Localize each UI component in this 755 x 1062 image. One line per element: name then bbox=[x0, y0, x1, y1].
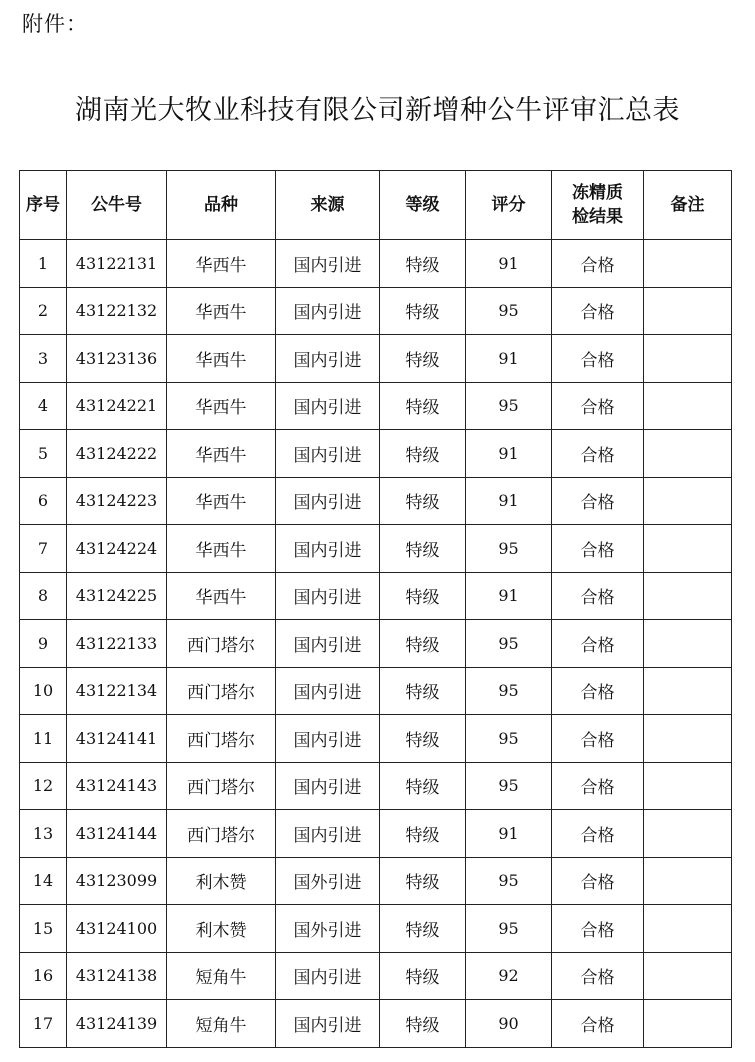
header-semen-result: 冻精质检结果 bbox=[552, 171, 644, 240]
table-row bbox=[20, 525, 732, 573]
cell-bull-id: 43124139 bbox=[67, 1000, 167, 1048]
cell-grade: 特级 bbox=[380, 857, 466, 905]
cell-semen-result: 合格 bbox=[552, 525, 644, 573]
document-title: 湖南光大牧业科技有限公司新增种公牛评审汇总表 bbox=[75, 95, 680, 126]
table-row bbox=[20, 667, 732, 715]
cell-source: 国内引进 bbox=[276, 382, 380, 430]
cell-grade: 特级 bbox=[380, 525, 466, 573]
cell-seq: 3 bbox=[20, 335, 67, 383]
cell-source: 国内引进 bbox=[276, 952, 380, 1000]
cell-seq: 9 bbox=[20, 620, 67, 668]
cell-bull-id: 43123099 bbox=[67, 857, 167, 905]
cell-source: 国内引进 bbox=[276, 620, 380, 668]
cell-score: 91 bbox=[466, 810, 552, 858]
cell-semen-result: 合格 bbox=[552, 240, 644, 288]
cell-source: 国内引进 bbox=[276, 335, 380, 383]
cell-grade: 特级 bbox=[380, 240, 466, 288]
cell-bull-id: 43124224 bbox=[67, 525, 167, 573]
cell-grade: 特级 bbox=[380, 382, 466, 430]
header-seq: 序号 bbox=[20, 171, 67, 240]
bull-review-table bbox=[19, 170, 732, 1048]
cell-semen-result: 合格 bbox=[552, 430, 644, 478]
cell-remark bbox=[644, 952, 732, 1000]
cell-grade: 特级 bbox=[380, 335, 466, 383]
cell-source: 国内引进 bbox=[276, 762, 380, 810]
cell-breed: 西门塔尔 bbox=[167, 715, 276, 763]
cell-breed: 短角牛 bbox=[167, 952, 276, 1000]
cell-breed: 华西牛 bbox=[167, 430, 276, 478]
cell-remark bbox=[644, 287, 732, 335]
cell-semen-result: 合格 bbox=[552, 667, 644, 715]
cell-score: 91 bbox=[466, 430, 552, 478]
cell-source: 国内引进 bbox=[276, 287, 380, 335]
cell-remark bbox=[644, 857, 732, 905]
cell-bull-id: 43124144 bbox=[67, 810, 167, 858]
cell-score: 95 bbox=[466, 715, 552, 763]
cell-remark bbox=[644, 1000, 732, 1048]
cell-grade: 特级 bbox=[380, 762, 466, 810]
cell-semen-result: 合格 bbox=[552, 287, 644, 335]
table-row bbox=[20, 477, 732, 525]
cell-seq: 12 bbox=[20, 762, 67, 810]
cell-bull-id: 43122134 bbox=[67, 667, 167, 715]
cell-source: 国内引进 bbox=[276, 525, 380, 573]
cell-seq: 15 bbox=[20, 905, 67, 953]
cell-semen-result: 合格 bbox=[552, 715, 644, 763]
cell-source: 国内引进 bbox=[276, 572, 380, 620]
table-row bbox=[20, 762, 732, 810]
table-row bbox=[20, 857, 732, 905]
cell-breed: 短角牛 bbox=[167, 1000, 276, 1048]
header-breed: 品种 bbox=[167, 171, 276, 240]
cell-bull-id: 43124223 bbox=[67, 477, 167, 525]
cell-bull-id: 43122131 bbox=[67, 240, 167, 288]
table-row bbox=[20, 1000, 732, 1048]
header-score: 评分 bbox=[466, 171, 552, 240]
cell-semen-result: 合格 bbox=[552, 382, 644, 430]
cell-bull-id: 43124222 bbox=[67, 430, 167, 478]
cell-grade: 特级 bbox=[380, 952, 466, 1000]
cell-grade: 特级 bbox=[380, 667, 466, 715]
cell-semen-result: 合格 bbox=[552, 857, 644, 905]
cell-seq: 2 bbox=[20, 287, 67, 335]
header-grade: 等级 bbox=[380, 171, 466, 240]
cell-seq: 8 bbox=[20, 572, 67, 620]
cell-breed: 西门塔尔 bbox=[167, 620, 276, 668]
cell-bull-id: 43124141 bbox=[67, 715, 167, 763]
cell-bull-id: 43122133 bbox=[67, 620, 167, 668]
cell-semen-result: 合格 bbox=[552, 952, 644, 1000]
cell-remark bbox=[644, 810, 732, 858]
cell-seq: 14 bbox=[20, 857, 67, 905]
cell-breed: 利木赞 bbox=[167, 857, 276, 905]
cell-seq: 5 bbox=[20, 430, 67, 478]
cell-grade: 特级 bbox=[380, 620, 466, 668]
cell-breed: 华西牛 bbox=[167, 382, 276, 430]
cell-bull-id: 43123136 bbox=[67, 335, 167, 383]
cell-score: 91 bbox=[466, 335, 552, 383]
cell-remark bbox=[644, 905, 732, 953]
cell-seq: 4 bbox=[20, 382, 67, 430]
cell-score: 91 bbox=[466, 477, 552, 525]
cell-score: 95 bbox=[466, 667, 552, 715]
cell-breed: 西门塔尔 bbox=[167, 810, 276, 858]
cell-bull-id: 43124143 bbox=[67, 762, 167, 810]
table-row bbox=[20, 287, 732, 335]
cell-remark bbox=[644, 382, 732, 430]
cell-score: 91 bbox=[466, 240, 552, 288]
cell-grade: 特级 bbox=[380, 287, 466, 335]
table-header-row bbox=[20, 171, 732, 240]
cell-grade: 特级 bbox=[380, 905, 466, 953]
cell-score: 95 bbox=[466, 287, 552, 335]
table-row bbox=[20, 905, 732, 953]
table-row bbox=[20, 335, 732, 383]
table-row bbox=[20, 810, 732, 858]
cell-semen-result: 合格 bbox=[552, 572, 644, 620]
cell-bull-id: 43124225 bbox=[67, 572, 167, 620]
table-row bbox=[20, 572, 732, 620]
cell-seq: 11 bbox=[20, 715, 67, 763]
cell-remark bbox=[644, 572, 732, 620]
cell-breed: 华西牛 bbox=[167, 287, 276, 335]
cell-remark bbox=[644, 667, 732, 715]
cell-score: 91 bbox=[466, 572, 552, 620]
cell-seq: 16 bbox=[20, 952, 67, 1000]
cell-remark bbox=[644, 430, 732, 478]
cell-score: 95 bbox=[466, 762, 552, 810]
cell-seq: 17 bbox=[20, 1000, 67, 1048]
cell-remark bbox=[644, 620, 732, 668]
cell-breed: 华西牛 bbox=[167, 240, 276, 288]
cell-source: 国内引进 bbox=[276, 430, 380, 478]
cell-seq: 13 bbox=[20, 810, 67, 858]
cell-semen-result: 合格 bbox=[552, 810, 644, 858]
cell-bull-id: 43124138 bbox=[67, 952, 167, 1000]
cell-grade: 特级 bbox=[380, 477, 466, 525]
cell-grade: 特级 bbox=[380, 572, 466, 620]
cell-semen-result: 合格 bbox=[552, 620, 644, 668]
cell-seq: 7 bbox=[20, 525, 67, 573]
cell-grade: 特级 bbox=[380, 1000, 466, 1048]
header-remark: 备注 bbox=[644, 171, 732, 240]
cell-remark bbox=[644, 335, 732, 383]
cell-remark bbox=[644, 715, 732, 763]
table-row bbox=[20, 952, 732, 1000]
table-row bbox=[20, 240, 732, 288]
cell-remark bbox=[644, 240, 732, 288]
cell-grade: 特级 bbox=[380, 810, 466, 858]
cell-breed: 西门塔尔 bbox=[167, 762, 276, 810]
cell-semen-result: 合格 bbox=[552, 905, 644, 953]
cell-source: 国内引进 bbox=[276, 1000, 380, 1048]
cell-semen-result: 合格 bbox=[552, 335, 644, 383]
cell-score: 95 bbox=[466, 620, 552, 668]
header-bull-id: 公牛号 bbox=[67, 171, 167, 240]
cell-seq: 1 bbox=[20, 240, 67, 288]
cell-grade: 特级 bbox=[380, 430, 466, 478]
cell-score: 95 bbox=[466, 857, 552, 905]
cell-semen-result: 合格 bbox=[552, 1000, 644, 1048]
cell-breed: 华西牛 bbox=[167, 572, 276, 620]
cell-source: 国内引进 bbox=[276, 810, 380, 858]
cell-remark bbox=[644, 762, 732, 810]
cell-score: 95 bbox=[466, 905, 552, 953]
cell-semen-result: 合格 bbox=[552, 477, 644, 525]
cell-breed: 华西牛 bbox=[167, 335, 276, 383]
cell-breed: 华西牛 bbox=[167, 525, 276, 573]
cell-breed: 华西牛 bbox=[167, 477, 276, 525]
cell-grade: 特级 bbox=[380, 715, 466, 763]
cell-score: 92 bbox=[466, 952, 552, 1000]
cell-score: 95 bbox=[466, 382, 552, 430]
table-row bbox=[20, 715, 732, 763]
cell-remark bbox=[644, 525, 732, 573]
cell-bull-id: 43124100 bbox=[67, 905, 167, 953]
cell-seq: 10 bbox=[20, 667, 67, 715]
attachment-label: 附件： bbox=[22, 12, 88, 36]
cell-source: 国外引进 bbox=[276, 905, 380, 953]
cell-bull-id: 43124221 bbox=[67, 382, 167, 430]
cell-remark bbox=[644, 477, 732, 525]
cell-source: 国内引进 bbox=[276, 240, 380, 288]
cell-source: 国外引进 bbox=[276, 857, 380, 905]
cell-source: 国内引进 bbox=[276, 667, 380, 715]
cell-semen-result: 合格 bbox=[552, 762, 644, 810]
table-row bbox=[20, 382, 732, 430]
table-row bbox=[20, 430, 732, 478]
cell-breed: 西门塔尔 bbox=[167, 667, 276, 715]
cell-bull-id: 43122132 bbox=[67, 287, 167, 335]
cell-source: 国内引进 bbox=[276, 477, 380, 525]
cell-score: 90 bbox=[466, 1000, 552, 1048]
cell-score: 95 bbox=[466, 525, 552, 573]
cell-source: 国内引进 bbox=[276, 715, 380, 763]
cell-breed: 利木赞 bbox=[167, 905, 276, 953]
header-source: 来源 bbox=[276, 171, 380, 240]
table-row bbox=[20, 620, 732, 668]
cell-seq: 6 bbox=[20, 477, 67, 525]
